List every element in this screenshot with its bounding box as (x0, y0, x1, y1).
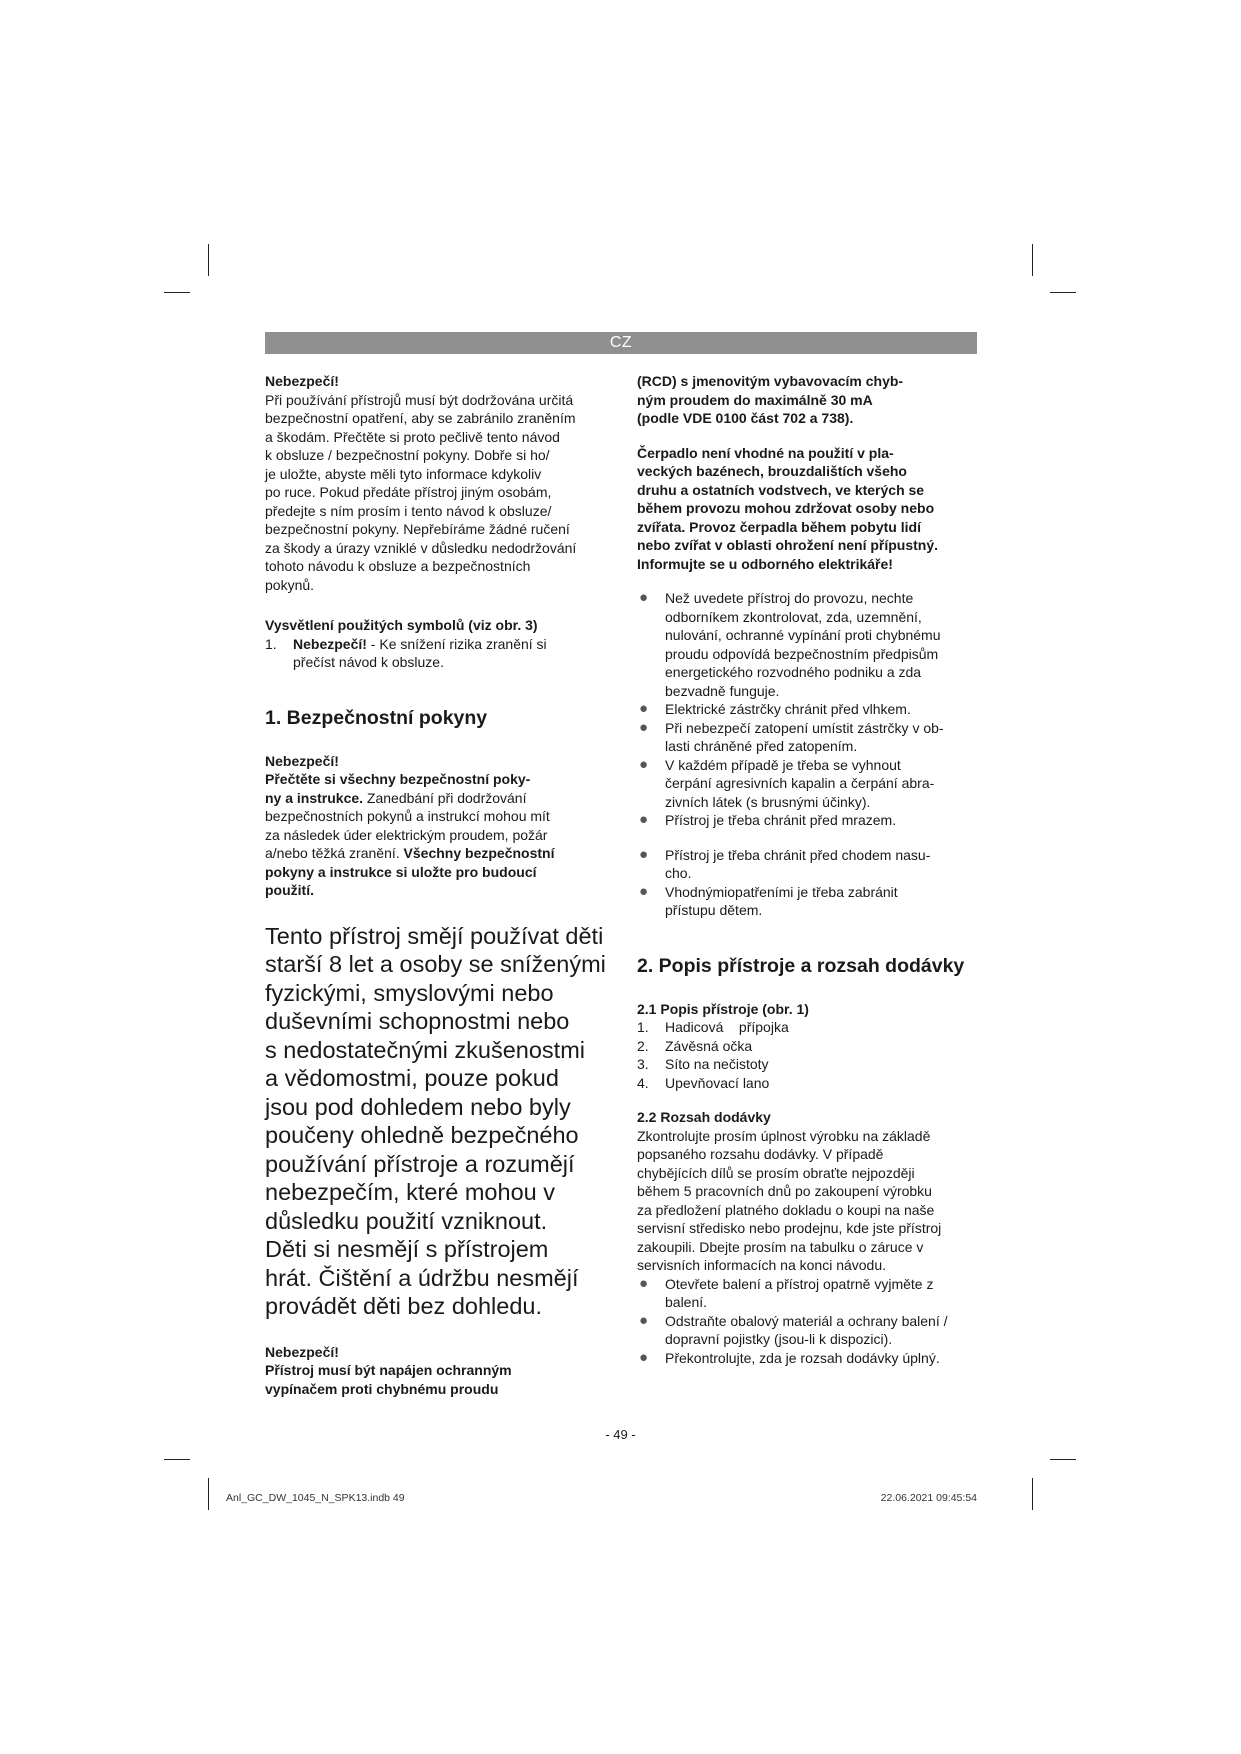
left-column (265, 372, 615, 1398)
danger-title: Nebezpečí! (265, 373, 339, 389)
text-line: provádět děti bez dohledu. (265, 1293, 542, 1319)
crop-mark (1032, 1478, 1033, 1510)
text-line: s nedostatečnými zkušenostmi (265, 1036, 586, 1063)
page-number: - 49 - (605, 1427, 636, 1442)
text-line: Zkontrolujte prosím úplnost výrobku na základě (637, 1127, 931, 1144)
bullet-icon: ● (639, 882, 649, 900)
text-line: Přístroj musí být napájen ochranným (265, 1362, 512, 1378)
language-header-bar (265, 332, 977, 354)
text-line: za škody a úrazy vzniklé v důsledku nedodržování (265, 539, 577, 556)
crop-mark (1050, 292, 1076, 293)
symbols-item: 1. Nebezpečí! - Ke snížení rizika zranění si přečíst návod k obsluze. (265, 635, 547, 670)
bullet-item: ● Elektrické zástrčky chránit před vlhkem. (639, 700, 911, 717)
danger-paragraph (265, 1361, 615, 1398)
text-line: (RCD) s jmenovitým vybavovacím chyb- (637, 373, 904, 389)
text-line: tohoto návodu k obsluze a bezpečnostních (265, 558, 531, 574)
danger-paragraph (265, 391, 615, 595)
crop-mark (1032, 244, 1033, 276)
text-line: poučeny ohledně bezpečného (265, 1122, 579, 1148)
text-line: za předložení platného dokladu o koupi na naše (637, 1201, 935, 1218)
text-line: nebo zvířat v oblasti ohrožení není přípustný. (637, 537, 939, 553)
text-line: chybějících dílů se prosím obraťte nejpozději (637, 1164, 915, 1181)
bullet-item: ● Při nebezpečí zatopení umístit zástrčky v ob- lasti chráněné před zatopením. (639, 718, 944, 754)
bullet-item: ● V každém případě je třeba se vyhnout čerpání agresivních kapalin a čerpání abra- zivních látek (s brusnými účinky). (639, 755, 935, 810)
rcd-paragraph (637, 372, 982, 428)
text-line: zakoupili. Dbejte prosím na tabulku o záruce v (637, 1238, 924, 1255)
text-line: fyzickými, smyslovými nebo (265, 979, 554, 1006)
language-tag: CZ (609, 334, 633, 351)
print-timestamp: 22.06.2021 09:45:54 (880, 1492, 977, 1504)
text-line: duševními schopnostmi nebo (265, 1008, 570, 1034)
crop-mark (164, 1459, 190, 1460)
text-line: důsledku použití vzniknout. (265, 1207, 548, 1234)
text-line: starší 8 let a osoby se sníženými (265, 951, 606, 977)
text-line: je uložte, abyste měli tyto informace kdykoliv (265, 465, 542, 482)
file-info: Anl_GC_DW_1045_N_SPK13.indb 49 (226, 1492, 405, 1504)
text-line: servisních informacích na konci návodu. (637, 1257, 887, 1273)
text-line: Tento přístroj smějí používat děti (265, 922, 604, 949)
crop-mark (1050, 1459, 1076, 1460)
bullet-item: ● Vhodnýmiopatřeními je třeba zabránit přístupu dětem. (639, 882, 898, 918)
text-line: bezpečnostní pokyny. Nepřebíráme žádné ručení (265, 521, 570, 537)
text-line: hrát. Čištění a údržbu nesmějí (265, 1264, 579, 1291)
bullet-icon: ● (639, 1348, 649, 1366)
text-line: po ruce. Pokud předáte přístroj jiným osobám, (265, 484, 552, 500)
pump-warning-paragraph (637, 444, 982, 574)
text-line: používání přístroje a rozumějí (265, 1150, 575, 1177)
part-item: 3. Síto na nečistoty (637, 1056, 769, 1072)
bullet-icon: ● (639, 845, 649, 863)
section-heading: 1. Bezpečnostní pokyny (265, 706, 488, 729)
text-line: zvířata. Provoz čerpadla během pobytu lidí (637, 518, 921, 535)
text-line: servisní středisko nebo prodejnu, kde jste přístroj (637, 1220, 942, 1236)
part-item: 4. Upevňovací lano (637, 1074, 770, 1091)
danger-paragraph: Přečtěte si všechny bezpečnostní poky- ny a instrukce. Zanedbání při dodržování bezpečnostních pokynů a instrukcí mohou mít za následek úder elektrickým proudem, požár a/nebo těžká zranění. Všechny bezpečnostní pokyny a instrukce si uložte pro budoucí použití. (265, 771, 555, 898)
bullet-item: ● Otevřete balení a přístroj opatrně vyjměte z balení. (639, 1274, 934, 1310)
text-line: předejte s ním prosím i tento návod k obsluze/ (265, 502, 552, 519)
text-line: ným proudem do maximálně 30 mA (637, 391, 873, 408)
danger-title: Nebezpečí! (265, 1343, 339, 1360)
right-column (637, 372, 982, 1367)
subsection-heading: 2.2 Rozsah dodávky (637, 1109, 771, 1125)
delivery-paragraph (637, 1127, 982, 1275)
text-line: jsou pod dohledem nebo byly (265, 1093, 571, 1120)
text-line: Čerpadlo není vhodné na použití v pla- (637, 444, 894, 461)
text-line: Děti si nesmějí s přístrojem (265, 1236, 549, 1262)
bullet-item: ● Přístroj je třeba chránit před mrazem. (639, 811, 897, 828)
text-line: a vědomostmi, pouze pokud (265, 1065, 559, 1091)
section-heading: 2. Popis přístroje a rozsah dodávky (637, 954, 965, 977)
bullet-icon: ● (639, 718, 649, 736)
text-line: Při používání přístrojů musí být dodržována určitá (265, 391, 574, 408)
text-line: druhu a ostatních vodstvech, ve kterých se (637, 481, 925, 498)
bullet-item: ● Odstraňte obalový materiál a ochrany balení / dopravní pojistky (jsou-li k dispozici). (639, 1311, 948, 1347)
text-line: (podle VDE 0100 část 702 a 738). (637, 410, 854, 426)
text-line: bezpečnostní opatření, aby se zabránilo zraněním (265, 410, 576, 426)
crop-mark (208, 244, 209, 276)
bullet-icon: ● (639, 811, 649, 828)
bullet-item: ● Než uvedete přístroj do provozu, nechte odborníkem zkontrolovat, zda, uzemnění, nulování, ochranné vypínání proti chybnému proudu odpovídá bezpečnostním předpisům energetického rozvodného podniku a zda bezvadně funguje. (639, 589, 941, 699)
bullet-icon: ● (639, 700, 649, 717)
safety-bullet-list (637, 846, 982, 920)
parts-list (637, 1018, 982, 1092)
text-line: nebezpečím, které mohou v (265, 1179, 555, 1205)
part-item: 2. Závěsná očka (637, 1037, 753, 1054)
symbols-list (265, 635, 615, 672)
bullet-icon: ● (639, 1311, 649, 1329)
text-line: k obsluze / bezpečnostní pokyny. Dobře si ho/ (265, 447, 550, 463)
delivery-bullet-list (637, 1275, 982, 1368)
bullet-icon: ● (639, 755, 649, 773)
danger-title: Nebezpečí! (265, 752, 339, 769)
text-line: popsaného rozsahu dodávky. V případě (637, 1146, 884, 1162)
text-line: pokynů. (265, 576, 315, 593)
symbols-title: Vysvětlení použitých symbolů (viz obr. 3) (265, 617, 538, 633)
text-line: veckých bazénech, brouzdalištích všeho (637, 463, 907, 479)
safety-bullet-list (637, 589, 982, 830)
text-line: a škodám. Přečtěte si proto pečlivě tento návod (265, 428, 560, 445)
bullet-item: ● Překontrolujte, zda je rozsah dodávky úplný. (639, 1348, 940, 1366)
text-line: Informujte se u odborného elektrikáře! (637, 555, 893, 572)
subsection-heading: 2.1 Popis přístroje (obr. 1) (637, 1000, 809, 1017)
crop-mark (164, 292, 190, 293)
bullet-icon: ● (639, 589, 649, 606)
text-line: během provozu mohou zdržovat osoby nebo (637, 500, 935, 516)
part-item: 1. Hadicová přípojka (637, 1019, 789, 1035)
children-warning-text (265, 922, 615, 1321)
text-line: vypínačem proti chybnému proudu (265, 1380, 499, 1397)
bullet-item: ● Přístroj je třeba chránit před chodem nasu- cho. (639, 845, 931, 881)
text-line: během 5 pracovních dnů po zakoupení výrobku (637, 1183, 932, 1199)
bullet-icon: ● (639, 1274, 649, 1292)
crop-mark (208, 1478, 209, 1510)
